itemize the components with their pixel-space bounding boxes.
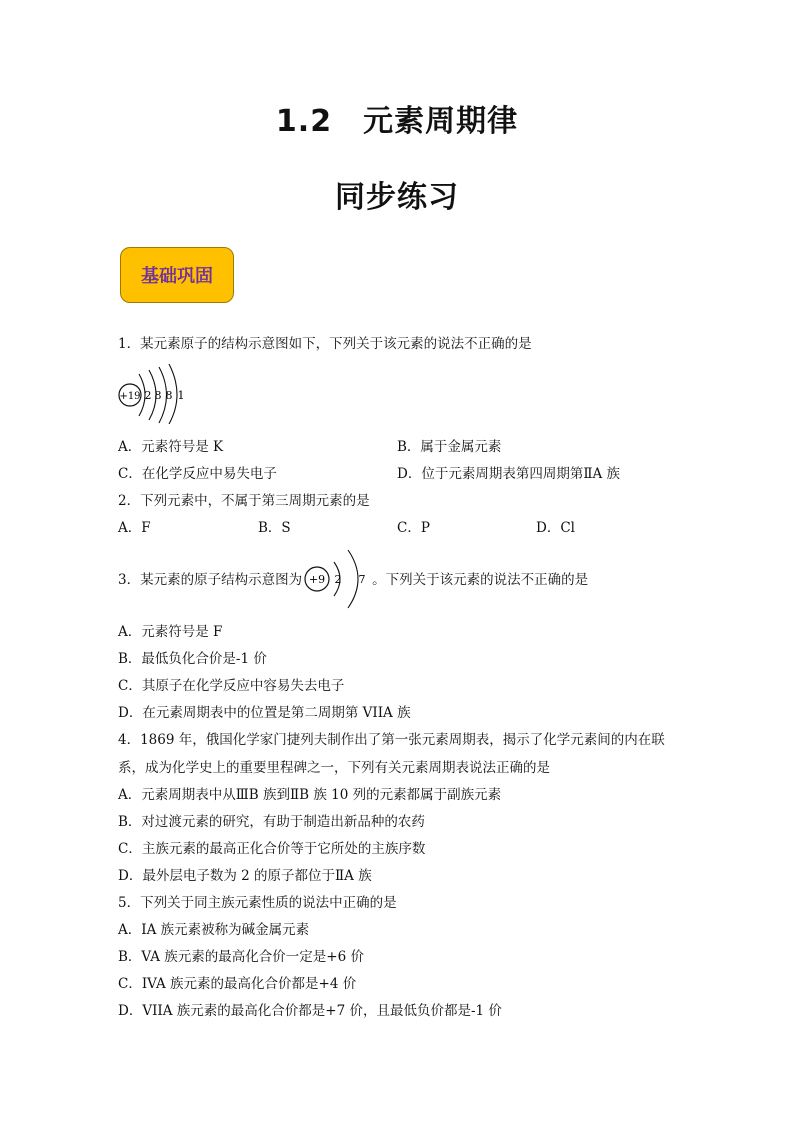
section-badge <box>120 247 234 303</box>
q2-option-a: A．F <box>118 520 151 536</box>
q3-atom-diagram <box>302 546 372 612</box>
q3-shell-1: 2 <box>334 572 342 586</box>
q3-option-b: B．最低负化合价是-1 价 <box>118 651 267 667</box>
page-subtitle: 同步练习 <box>335 180 459 215</box>
q1-shell-1: 2 <box>144 389 152 402</box>
q1-shell-4: 1 <box>177 389 185 402</box>
q2-stem: 2．下列元素中，不属于第三周期元素的是 <box>118 493 370 509</box>
q1-shell-3: 8 <box>165 389 173 402</box>
q2-option-b: B．S <box>258 520 291 536</box>
q1-shell-2: 8 <box>154 389 162 402</box>
section-label: 基础巩固 <box>141 266 213 287</box>
q1-option-d: D．位于元素周期表第四周期第ⅡA 族 <box>397 466 621 482</box>
q5-option-a: A．IA 族元素被称为碱金属元素 <box>118 922 310 938</box>
q5-option-c: C．IVA 族元素的最高化合价都是+4 价 <box>118 976 357 992</box>
q4-option-d: D．最外层电子数为 2 的原子都位于ⅡA 族 <box>118 868 372 884</box>
q3-stem-after: 。下列关于该元素的说法不正确的是 <box>372 572 589 588</box>
q4-stem-line1: 4．1869 年，俄国化学家门捷列夫制作出了第一张元素周期表，揭示了化学元素间的内在联 <box>118 732 665 748</box>
q3-shell-2: 7 <box>358 572 366 586</box>
q5-option-d: D．VIIA 族元素的最高化合价都是+7 价，且最低负价都是-1 价 <box>118 1003 502 1019</box>
q4-option-a: A．元素周期表中从ⅢB 族到ⅡB 族 10 列的元素都属于副族元素 <box>118 787 502 803</box>
q3-option-d: D．在元素周期表中的位置是第二周期第 VIIA 族 <box>118 705 411 721</box>
q3-option-c: C．其原子在化学反应中容易失去电子 <box>118 678 345 694</box>
q3-nucleus-label: +9 <box>308 572 326 586</box>
q3-stem <box>118 571 588 590</box>
q1-option-c: C．在化学反应中易失电子 <box>118 466 277 482</box>
q5-stem: 5．下列关于同主族元素性质的说法中正确的是 <box>118 895 397 911</box>
q5-option-b: B．VA 族元素的最高化合价一定是+6 价 <box>118 949 364 965</box>
q2-option-c: C．P <box>397 520 430 536</box>
q4-option-c: C．主族元素的最高正化合价等于它所处的主族序数 <box>118 841 426 857</box>
q1-option-a: A．元素符号是 K <box>118 439 224 455</box>
q1-option-b: B．属于金属元素 <box>397 439 502 455</box>
q4-stem-line2: 系，成为化学史上的重要里程碑之一，下列有关元素周期表说法正确的是 <box>118 760 550 776</box>
q1-nucleus-label: +19 <box>119 391 141 402</box>
q3-stem-before: 3．某元素的原子结构示意图为 <box>118 572 303 588</box>
page-title: 1.2 元素周期律 <box>275 104 519 139</box>
q4-option-b: B．对过渡元素的研究，有助于制造出新品种的农药 <box>118 814 425 830</box>
q3-option-a: A．元素符号是 F <box>118 624 223 640</box>
q1-stem: 1．某元素原子的结构示意图如下，下列关于该元素的说法不正确的是 <box>118 336 532 352</box>
q2-option-d: D．Cl <box>536 520 575 536</box>
q1-atom-diagram <box>118 362 198 424</box>
